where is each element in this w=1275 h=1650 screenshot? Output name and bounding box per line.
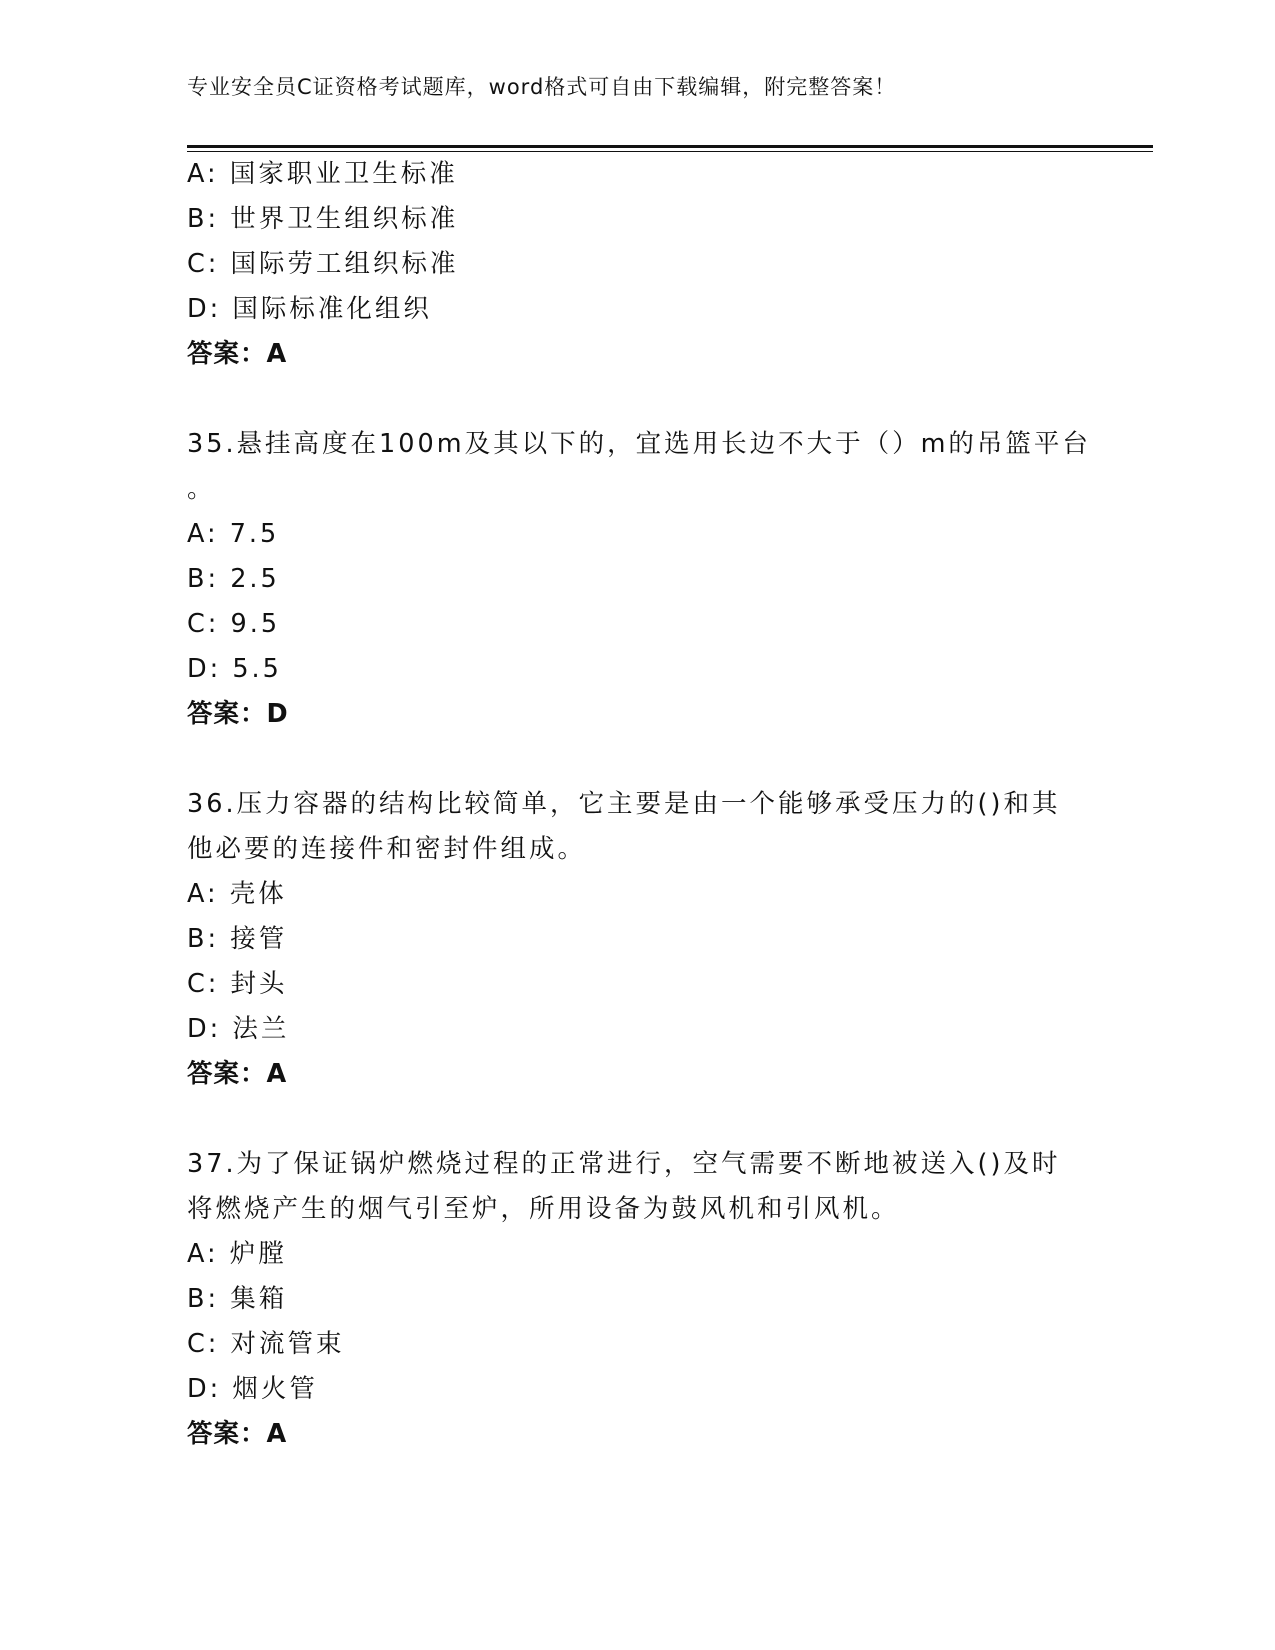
header-rule-thin bbox=[187, 151, 1153, 152]
q35-option-c: C: 9.5 bbox=[187, 609, 281, 639]
q37-answer: 答案：A bbox=[187, 1419, 288, 1449]
q36-option-c: C: 封头 bbox=[187, 969, 288, 999]
q34-answer: 答案：A bbox=[187, 339, 288, 369]
q36-option-a: A: 壳体 bbox=[187, 879, 287, 909]
page-header: 专业安全员C证资格考试题库，word格式可自由下载编辑，附完整答案！ bbox=[187, 75, 897, 99]
q34-option-a: A: 国家职业卫生标准 bbox=[187, 159, 458, 189]
q36-stem-line1: 36.压力容器的结构比较简单，它主要是由一个能够承受压力的()和其 bbox=[187, 789, 1061, 819]
q35-option-a: A: 7.5 bbox=[187, 519, 280, 549]
header-rule-thick bbox=[187, 145, 1153, 148]
q35-stem-line2: 。 bbox=[187, 474, 216, 504]
q34-option-d: D: 国际标准化组织 bbox=[187, 294, 432, 324]
q34-option-c: C: 国际劳工组织标准 bbox=[187, 249, 459, 279]
q36-stem-line2: 他必要的连接件和密封件组成。 bbox=[187, 834, 587, 864]
q37-option-d: D: 烟火管 bbox=[187, 1374, 318, 1404]
q35-answer: 答案：D bbox=[187, 699, 289, 729]
q37-stem-line2: 将燃烧产生的烟气引至炉，所用设备为鼓风机和引风机。 bbox=[187, 1194, 900, 1224]
q37-stem-line1: 37.为了保证锅炉燃烧过程的正常进行，空气需要不断地被送入()及时 bbox=[187, 1149, 1061, 1179]
q37-option-c: C: 对流管束 bbox=[187, 1329, 345, 1359]
q36-answer: 答案：A bbox=[187, 1059, 288, 1089]
q34-option-b: B: 世界卫生组织标准 bbox=[187, 204, 459, 234]
q36-option-b: B: 接管 bbox=[187, 924, 288, 954]
q35-stem-line1: 35.悬挂高度在100m及其以下的，宜选用长边不大于（）m的吊篮平台 bbox=[187, 429, 1091, 459]
q35-option-d: D: 5.5 bbox=[187, 654, 282, 684]
q35-option-b: B: 2.5 bbox=[187, 564, 280, 594]
q36-option-d: D: 法兰 bbox=[187, 1014, 290, 1044]
q37-option-b: B: 集箱 bbox=[187, 1284, 288, 1314]
q37-option-a: A: 炉膛 bbox=[187, 1239, 287, 1269]
